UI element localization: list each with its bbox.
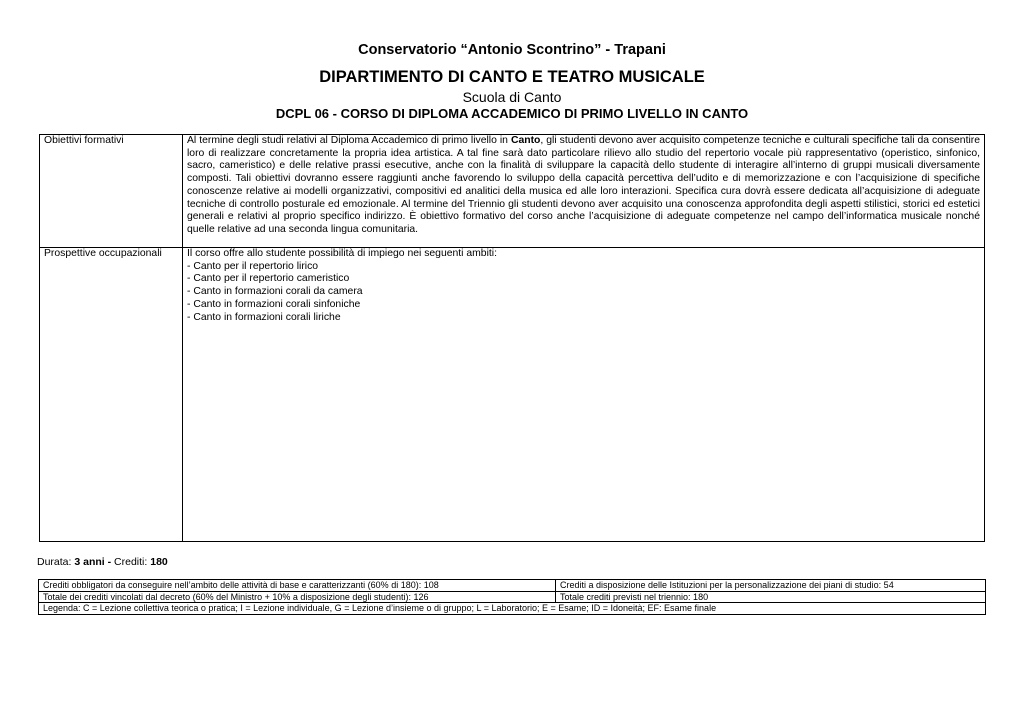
legend-row — [39, 603, 986, 615]
school-subtitle: Scuola di Canto — [462, 89, 562, 105]
institution-credits: Crediti a disposizione delle Istituzioni per la personalizzazione dei piani di studio: 54 — [556, 580, 986, 592]
credits-table — [38, 579, 986, 615]
prospects-item: - Canto in formazioni corali da camera — [187, 286, 363, 298]
prospects-item: - Canto per il repertorio cameristico — [187, 273, 350, 285]
objectives-text — [183, 135, 985, 248]
legend-text: Legenda: C = Lezione collettiva teorica o pratica; I = Lezione individuale, G = Lezione d’insieme o di gruppo; L = Laboratorio; E = Esame; ID = Idoneità; EF: Esame finale — [39, 603, 986, 615]
bound-credits-total: Totale dei crediti vincolati dal decreto (60% del Ministro + 10% a disposizione degli studenti): 126 — [39, 591, 556, 603]
prospects-row — [40, 248, 985, 542]
credits-value: 180 — [150, 556, 168, 568]
triennium-credits-total: Totale crediti previsti nel triennio: 180 — [556, 591, 986, 603]
prospects-item: - Canto per il repertorio lirico — [187, 260, 319, 272]
credits-row — [39, 580, 986, 592]
prospects-content — [183, 248, 985, 542]
objectives-course-name: Canto — [510, 135, 541, 146]
department-title: DIPARTIMENTO DI CANTO E TEATRO MUSICALE — [319, 68, 705, 86]
credits-label: Crediti: — [114, 556, 151, 568]
prospects-item: - Canto in formazioni corali liriche — [187, 311, 341, 323]
prospects-label: Prospettive occupazionali — [40, 248, 183, 542]
course-title: DCPL 06 - CORSO DI DIPLOMA ACCADEMICO DI PRIMO LIVELLO IN CANTO — [275, 106, 749, 121]
mandatory-credits: Crediti obbligatori da conseguire nell’ambito delle attività di base e caratterizzanti (60% di 180): 108 — [39, 580, 556, 592]
prospects-intro: Il corso offre allo studente possibilità di impiego nei seguenti ambiti: — [187, 248, 497, 259]
duration-line — [37, 556, 168, 568]
duration-prefix: Durata: — [37, 556, 75, 568]
institution-title: Conservatorio “Antonio Scontrino” - Trapani — [358, 42, 666, 58]
objectives-row — [40, 135, 985, 248]
duration-years: 3 anni — [74, 556, 105, 568]
prospects-item: - Canto in formazioni corali sinfoniche — [187, 298, 361, 310]
course-info-table — [39, 134, 985, 542]
objectives-label: Obiettivi formativi — [40, 135, 183, 248]
objectives-text-end: , gli studenti devono aver acquisito competenze tecniche e culturali specifiche tali da consentire loro di realizzare concretamente la propria idea artistica. A tal fine sarà dato particolare rilievo allo studio del repertorio vocale più rappresentativo (operistico, sinfonico, sacro, cameristico) e delle relative prassi esecutive, anche con la finalità di sviluppare la capacità dello studente di interagire all’interno di gruppi musicali diversamente composti. Tali obiettivi dovranno essere raggiunti anche favorendo lo sviluppo della capacità percettiva dell’udito e di memorizzazione e con l’acquisizione di specifiche conoscenze relative ai modelli organizzativi, compositivi ed analitici della musica ed alle loro interazioni. Specifica cura dovrà essere dedicata all’acquisizione di adeguate tecniche di controllo posturale ed emozionale. Al termine del Triennio gli studenti devono aver acquisito una conoscenza approfondita degli aspetti stilistici, storici ed estetici generali e relativi al proprio specifico indirizzo. È obiettivo formativo del corso anche l’acquisizione di adeguate competenze nel campo dell’informatica musicale nonché quelle relative ad una seconda lingua comunitaria. — [187, 135, 980, 235]
duration-separator: - — [104, 556, 115, 568]
objectives-text-start: Al termine degli studi relativi al Diploma Accademico di primo livello in — [187, 135, 511, 146]
credits-row — [39, 591, 986, 603]
